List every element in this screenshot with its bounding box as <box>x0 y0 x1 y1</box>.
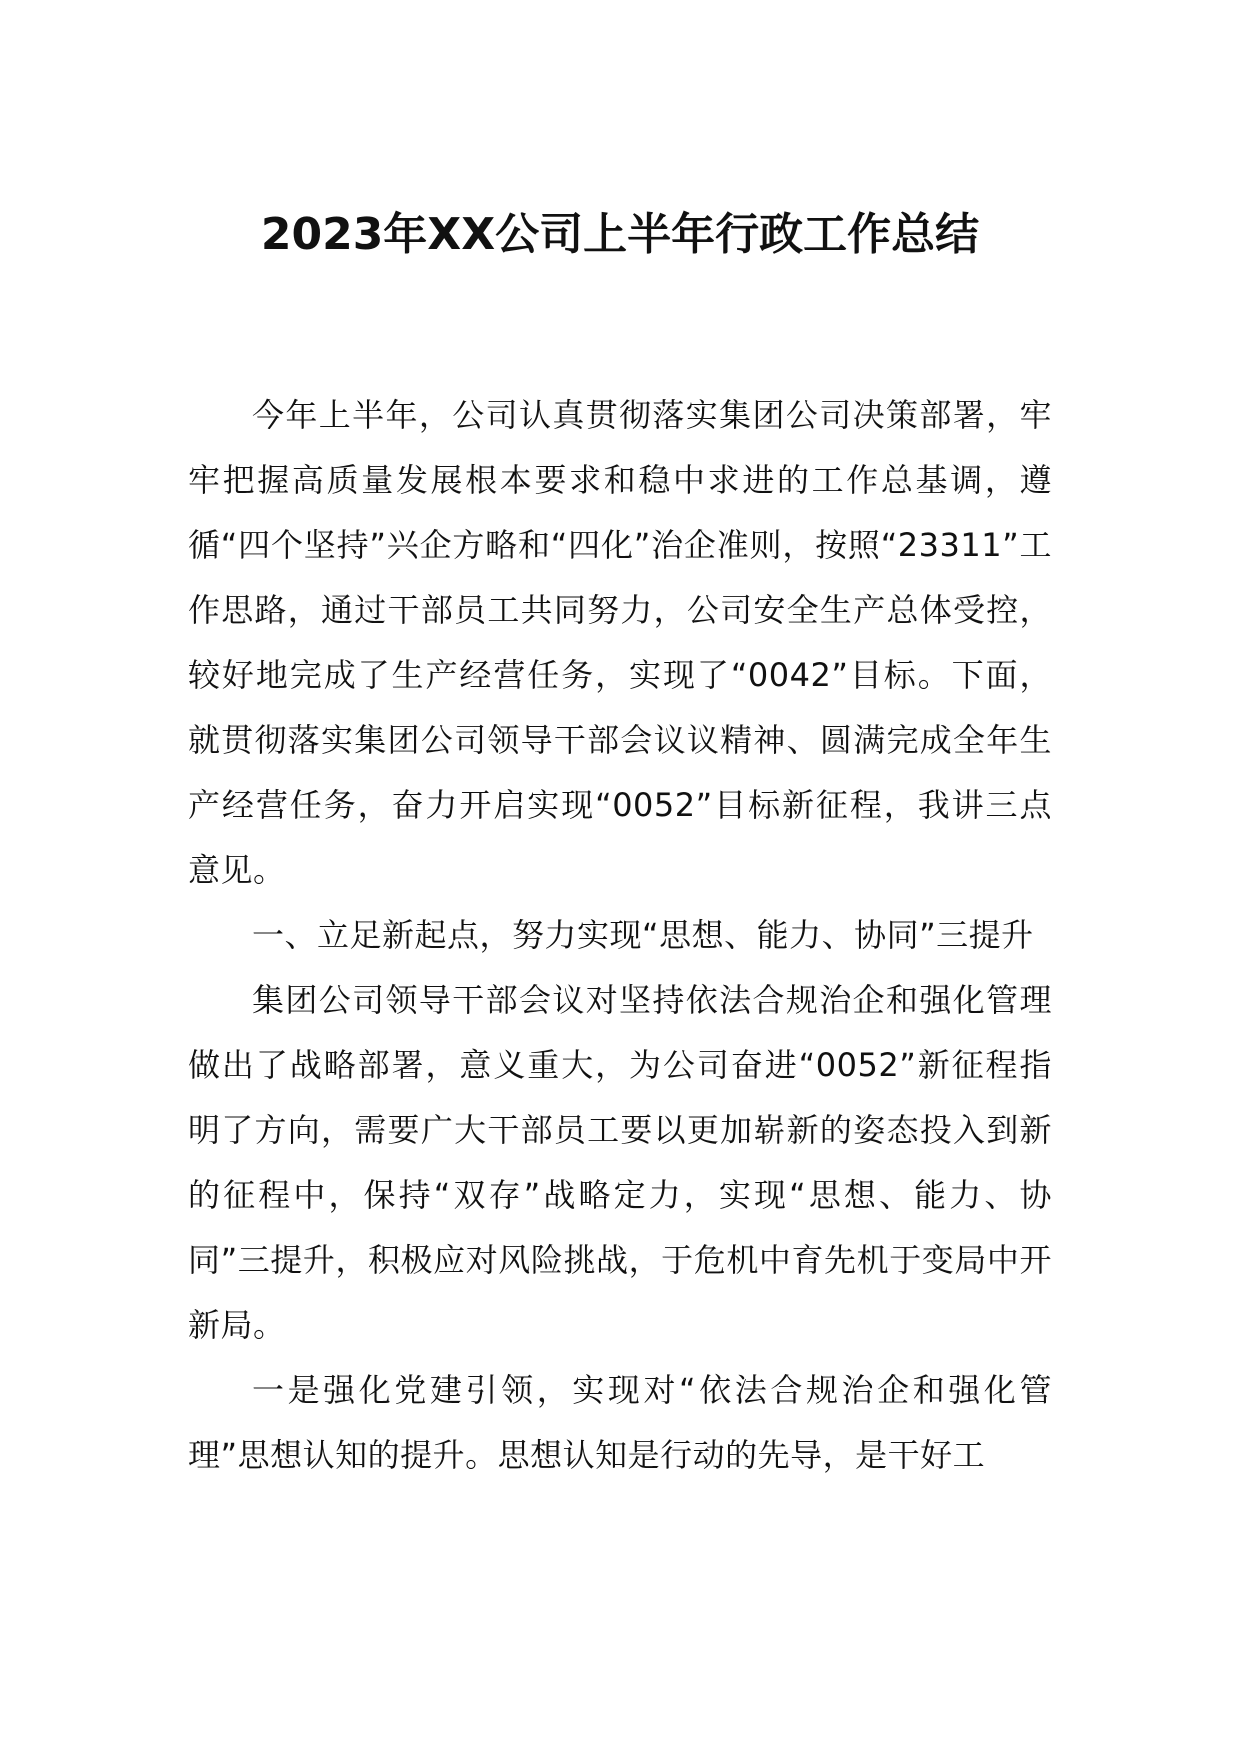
section-heading-1: 一、立足新起点，努力实现“思想、能力、协同”三提升 <box>252 916 1034 954</box>
paragraph-section-1: 集团公司领导干部会议对坚持依法合规治企和强化管理做出了战略部署，意义重大，为公司奋进“0052”新征程指明了方向，需要广大干部员工要以更加崭新的姿态投入到新的征程中，保持“双存”战略定力，实现“思想、能力、协同”三提升，积极应对风险挑战，于危机中育先机于变局中开新局。 <box>188 981 1052 1344</box>
document-title: 2023年XX公司上半年行政工作总结 <box>260 209 980 260</box>
document-body <box>188 383 1052 1488</box>
paragraph-intro: 今年上半年，公司认真贯彻落实集团公司决策部署，牢牢把握高质量发展根本要求和稳中求进的工作总基调，遵循“四个坚持”兴企方略和“四化”治企准则，按照“23311”工作思路，通过干部员工共同努力，公司安全生产总体受控，较好地完成了生产经营任务，实现了“0042”目标。下面，就贯彻落实集团公司领导干部会议议精神、圆满完成全年生产经营任务，奋力开启实现“0052”目标新征程，我讲三点意见。 <box>188 396 1052 889</box>
paragraph-point-1: 一是强化党建引领，实现对“依法合规治企和强化管理”思想认知的提升。思想认知是行动的先导，是干好工 <box>188 1371 1052 1474</box>
